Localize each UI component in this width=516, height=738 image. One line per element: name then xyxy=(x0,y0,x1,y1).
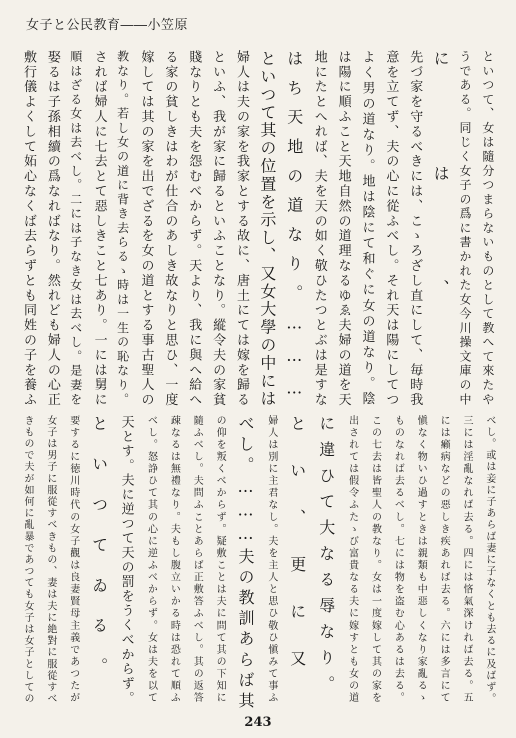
text-line: うである。同じく女子の爲に書かれた女今川操文庫の中 xyxy=(458,50,473,407)
text-line: の仰を叛くべからず。疑敷ことは夫に問て其の下知に xyxy=(214,415,226,705)
text-line: 出されては假令ふたゝび富貴なる夫に嫁すとも女の道 xyxy=(346,415,358,705)
text-line: 嫁しては其の家を出でざるを女の道とする事古聖人の xyxy=(138,50,154,408)
text-line: はち天地の道なり。……… xyxy=(284,50,304,411)
text-line: には、 xyxy=(431,50,451,395)
text-line: 娶るは子孫相續の爲なればなり。然れども婦人の心正 xyxy=(44,50,60,408)
text-line: べし。………夫の教訓あらば其 xyxy=(236,415,256,713)
upper-text-block xyxy=(22,50,494,410)
text-line: よく男の道なり。地は陰にて和ぐに女の道なり。陰 xyxy=(359,50,375,407)
text-line: 天とす。夫に逆つて天の罰をうくべからず。 xyxy=(118,415,134,706)
text-line: 女子は男子に服從すべきもの、妻は夫に絶對に服從すべ xyxy=(44,415,56,705)
text-line: 隨ふべし。夫問ふことあらば正敷答ふべし。其の返答 xyxy=(191,415,203,705)
text-line: といつてゐる。 xyxy=(89,415,109,698)
text-line: とい、更に又 xyxy=(287,415,307,698)
text-line: 婦人は別に主君なし。夫を主人と思ひ敬ひ愼みて事ふ xyxy=(265,415,277,705)
text-line: 要するに徳川時代の女子觀は良妻賢母主義であつたが xyxy=(67,415,79,705)
text-line: 敷行儀よくして妬心なくば去らずとも同姓の子を養ふ xyxy=(21,50,36,408)
text-line: といふ、我が家に歸るといふことなり。縱令夫の家貧 xyxy=(210,50,226,408)
text-line: といつて其の位置を示し、又女大學の中には xyxy=(257,50,277,408)
text-line: べし。或は妾に子あらば妻に子なくとも去るに及ばず。 xyxy=(483,415,495,705)
text-line: 教なり。若し女の道に背き去らるゝ時は一生の恥なり。 xyxy=(115,50,130,407)
text-line: 先づ家を守るべきには、こゝろざし直にして、毎時我 xyxy=(407,50,423,408)
text-line: は陽に順ふこと天地自然の道理なるゆゑ夫婦の道を天 xyxy=(335,50,351,408)
text-line: 賤なりとも夫を怨むべからず。天より、我に與へ給へ xyxy=(186,50,202,408)
text-line: この七去は皆聖人の教なり。女は一度嫁して其の家を xyxy=(369,415,381,705)
text-line: 三には淫亂なれば去る。四には悋氣深ければ去る。五 xyxy=(461,415,473,705)
running-title: 女子と公民教育――小笠原 xyxy=(26,18,189,33)
text-line: 疎なるは無禮なり。夫もし腹立いかる時は恐れて順ふ xyxy=(168,415,180,705)
text-line: ものなれば去るべし。七には物を盗む心あるは去る。 xyxy=(392,415,404,705)
lower-text-block xyxy=(22,415,495,713)
text-line: 意を立てず、夫の心に從ふべし。それ天は陽にしてつ xyxy=(383,50,399,408)
text-line: に違ひて大なる辱なり。 xyxy=(316,415,336,702)
text-line: 愼なく物いひ過すときは親類も中惡しくなり家亂るゝ xyxy=(415,415,427,705)
text-line: 地にたとへれば、夫を天の如く敬ひたつとぶは是すな xyxy=(311,50,327,408)
page-number: 243 xyxy=(244,715,272,730)
text-line: きもので夫が如何に亂暴であつても女子は女子としての xyxy=(22,415,33,705)
text-line: 婦人は夫の家を我家とする故に、唐土にては嫁を歸る xyxy=(234,50,250,408)
text-line: る家の貧しきはわが仕合のあしき故なりと思ひ、一度 xyxy=(162,50,178,408)
text-line: といつて、女は隨分つまらないものとして教へて來たや xyxy=(480,50,495,407)
text-line: には癩病などの惡しき疾あれば去る。六には多言にて xyxy=(438,415,450,705)
text-line: べし。怒諍ひて其の心に逆ふべからず。女は夫を以て xyxy=(145,415,157,705)
text-line: されば婦人に七去とて惡しきこと七あり。一には舅に xyxy=(91,50,107,408)
text-line: 順はざる女は去べし。二には子なき女は去べし。是妻を xyxy=(68,50,83,407)
